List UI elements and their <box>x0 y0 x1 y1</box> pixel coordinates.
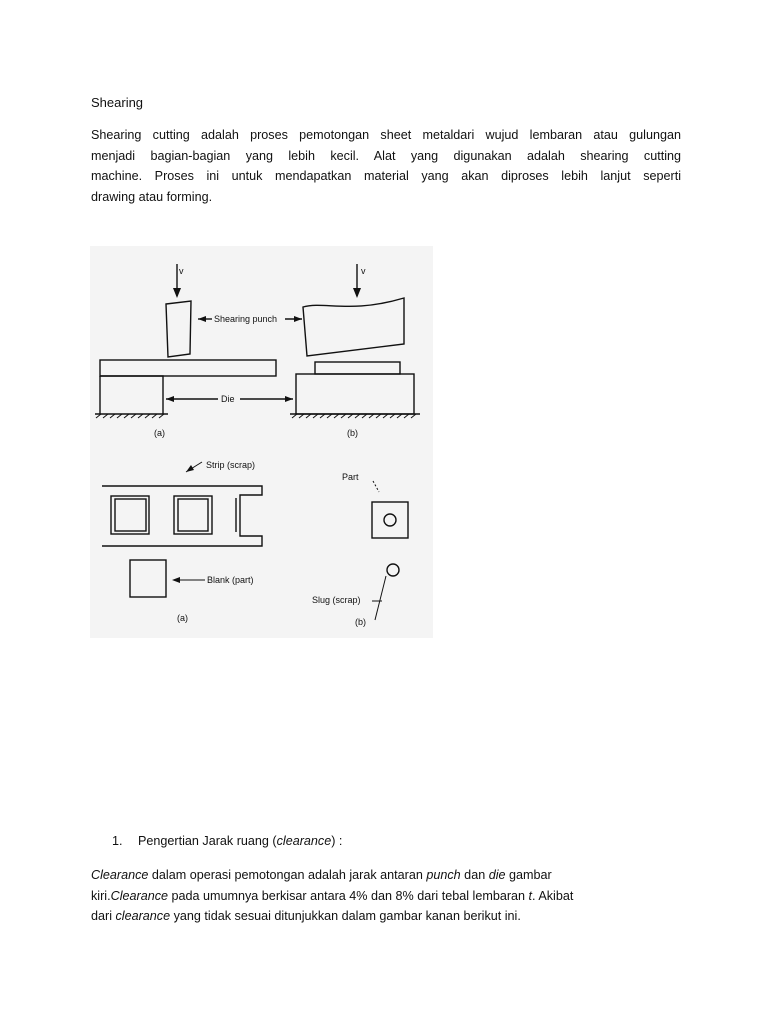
sheet-a <box>100 360 276 376</box>
part-with-hole <box>372 502 408 538</box>
text-run: gambar <box>505 868 552 882</box>
list-text-before: Pengertian Jarak ruang ( <box>138 834 277 848</box>
label-top-a: (a) <box>154 428 165 438</box>
intro-line-1: Shearing cutting adalah proses pemotongan sheet metaldari wujud lembaran atau gulungan <box>91 128 681 142</box>
punch-b <box>303 298 404 356</box>
intro-line-3: machine. Proses ini untuk mendapatkan material yang akan diproses lebih lanjut seperti <box>91 169 681 183</box>
shearing-diagram <box>90 246 433 638</box>
slug-scrap <box>387 564 399 576</box>
clearance-line-1 <box>91 865 681 886</box>
page-heading: Shearing <box>91 95 144 110</box>
italic-term: Clearance <box>91 868 149 882</box>
italic-term: clearance <box>115 909 171 923</box>
text-run: dan <box>460 868 489 882</box>
text-run: kiri. <box>91 888 111 903</box>
intro-line-2: menjadi bagian-bagian yang lebih kecil. Alat yang digunakan adalah shearing cutting <box>91 148 681 163</box>
text-run: . Akibat <box>532 888 574 903</box>
list-text-after: ) : <box>331 834 343 848</box>
italic-term: punch <box>426 868 461 882</box>
label-die: Die <box>221 394 235 404</box>
text-run: yang tidak sesuai ditunjukkan dalam gambar kanan berikut ini. <box>170 909 521 923</box>
label-bottom-a: (a) <box>177 613 188 623</box>
italic-term: t <box>528 888 533 903</box>
strip-scrap <box>102 486 262 546</box>
die-b <box>296 374 414 414</box>
list-text-italic: clearance <box>276 834 332 848</box>
clearance-line-3 <box>91 906 681 927</box>
list-number: 1. <box>112 834 123 848</box>
punch-a <box>166 301 191 357</box>
intro-line-4: drawing atau forming. <box>91 189 213 204</box>
shearing-figure <box>90 246 433 638</box>
label-v-b: v <box>361 266 366 276</box>
label-shearing-punch: Shearing punch <box>214 314 278 324</box>
blank-part <box>130 560 166 597</box>
intro-paragraph <box>91 125 681 207</box>
clearance-paragraph <box>91 865 681 927</box>
italic-term: die <box>488 868 506 882</box>
label-v-a: v <box>179 266 184 276</box>
italic-term: Clearance <box>110 888 168 903</box>
die-a <box>100 376 163 414</box>
clearance-line-2 <box>91 886 681 907</box>
numbered-list-item-1 <box>112 833 342 850</box>
sheet-b <box>315 362 400 374</box>
label-top-b: (b) <box>347 428 358 438</box>
label-bottom-b: (b) <box>355 617 366 627</box>
label-part: Part <box>342 472 359 482</box>
label-strip: Strip (scrap) <box>206 460 256 470</box>
text-run: pada umumnya berkisar antara 4% dan 8% dari tebal lembaran <box>168 888 529 903</box>
label-blank: Blank (part) <box>207 575 254 585</box>
text-run: dalam operasi pemotongan adalah jarak antaran <box>148 868 427 882</box>
label-slug: Slug (scrap) <box>312 595 361 605</box>
text-run: dari <box>91 909 116 923</box>
